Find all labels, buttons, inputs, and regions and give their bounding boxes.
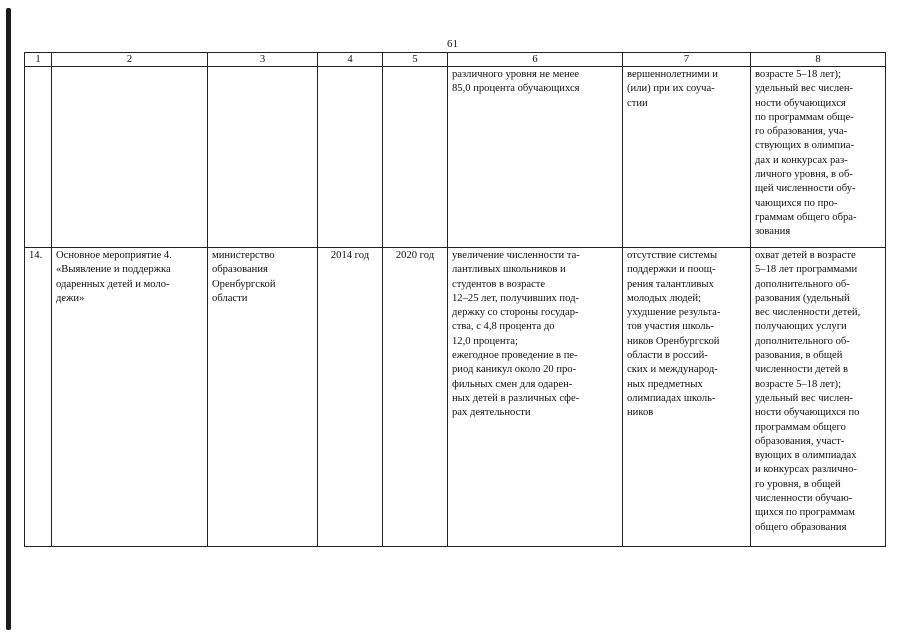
cell-executor [208, 67, 318, 248]
cell-expected-result [448, 248, 623, 547]
line: щихся по программам [755, 507, 856, 519]
cell-indicators [751, 67, 886, 248]
line: зования [755, 226, 791, 238]
line: щей численности обу- [755, 183, 856, 195]
cell-measure [52, 67, 208, 248]
line: вес численности детей, [755, 307, 861, 319]
header-col-2: 2 [52, 53, 208, 67]
line: образования, участ- [755, 435, 845, 447]
line: удельный вес числен- [755, 392, 854, 404]
line: рах деятельности [452, 407, 531, 419]
line: вующих в олимпиадах [755, 450, 857, 462]
line: «Выявление и поддержка [56, 264, 171, 276]
line: ных предметных [627, 378, 703, 390]
cell-executor [208, 248, 318, 547]
line: го уровня, в общей [755, 478, 841, 490]
line: программам общего [755, 421, 846, 433]
line: го образования, уча- [755, 126, 848, 138]
line: 85,0 процента обучающихся [452, 83, 580, 95]
header-col-1: 1 [25, 53, 52, 67]
line: области в россий- [627, 350, 708, 362]
line: вершеннолетними и [627, 69, 718, 80]
line: численности обучаю- [755, 493, 853, 505]
line: чающихся по про- [755, 197, 838, 209]
line: дополнительного об- [755, 335, 850, 347]
line: отсутствие системы [627, 250, 718, 261]
line: ства, с 4,8 процента до [452, 321, 555, 333]
line: ников [627, 407, 654, 419]
line: получающих услуги [755, 321, 847, 333]
line: лантливых школьников и [452, 264, 566, 276]
header-col-6: 6 [448, 53, 623, 67]
line: ности обучающихся [755, 97, 846, 109]
line: разования, в общей [755, 350, 843, 362]
line: ников Оренбургской [627, 335, 720, 347]
line: риод каникул около 20 про- [452, 364, 577, 376]
header-col-8: 8 [751, 53, 886, 67]
table-row-14 [25, 248, 886, 547]
cell-end-year: 2020 год [383, 248, 448, 547]
line: возрасте 5–18 лет); [755, 69, 842, 80]
line: ухудшение результа- [627, 307, 721, 319]
header-col-4: 4 [318, 53, 383, 67]
header-col-7: 7 [623, 53, 751, 67]
line: Основное мероприятие 4. [56, 250, 172, 261]
line: численности детей в [755, 364, 848, 376]
line: ности обучающихся по [755, 407, 860, 419]
cell-expected-result [448, 67, 623, 248]
line: 12–25 лет, получивших под- [452, 292, 580, 304]
line: молодых людей; [627, 292, 701, 304]
line: тов участия школь- [627, 321, 714, 333]
line: различного уровня не менее [452, 69, 580, 80]
line: увеличение численности та- [452, 250, 580, 261]
line: олимпиадах школь- [627, 392, 716, 404]
cell-number [25, 67, 52, 248]
line: (или) при их соуча- [627, 83, 715, 95]
line: дах и конкурсах раз- [755, 154, 848, 166]
line: 5–18 лет программами [755, 264, 858, 276]
cell-end-year [383, 67, 448, 248]
line: министерство [212, 250, 275, 261]
measures-table [24, 52, 886, 547]
line: по программам обще- [755, 111, 854, 123]
line: области [212, 292, 248, 304]
line: фильных смен для одарен- [452, 378, 573, 390]
line: дежи» [56, 292, 85, 304]
line: стии [627, 97, 648, 109]
line: возрасте 5–18 лет); [755, 378, 842, 390]
line: держку со стороны государ- [452, 307, 579, 319]
line: разования (удельный [755, 292, 850, 304]
scan-edge-bar [6, 8, 11, 630]
line: ных детей в различных сфе- [452, 392, 580, 404]
cell-indicators [751, 248, 886, 547]
line: одаренных детей и моло- [56, 278, 170, 290]
cell-measure [52, 248, 208, 547]
line: ских и международ- [627, 364, 718, 376]
line: поддержки и поощ- [627, 264, 716, 276]
line: личного уровня, в об- [755, 169, 853, 181]
line: рения талантливых [627, 278, 714, 290]
line: 12,0 процента; [452, 335, 518, 347]
line: удельный вес числен- [755, 83, 854, 95]
cell-start-year: 2014 год [318, 248, 383, 547]
line: дополнительного об- [755, 278, 850, 290]
line: образования [212, 264, 268, 276]
page-number: 61 [447, 38, 458, 50]
line: ствующих в олимпиа- [755, 140, 854, 152]
header-row [25, 53, 886, 67]
cell-consequences [623, 67, 751, 248]
header-col-5: 5 [383, 53, 448, 67]
line: общего образования [755, 521, 847, 533]
line: охват детей в возрасте [755, 250, 856, 261]
line: и конкурсах различно- [755, 464, 857, 476]
cell-consequences [623, 248, 751, 547]
line: студентов в возрасте [452, 278, 546, 290]
line: граммам общего обра- [755, 211, 857, 223]
cell-start-year [318, 67, 383, 248]
table-row-continuation [25, 67, 886, 248]
cell-number: 14. [25, 248, 52, 547]
line: ежегодное проведение в пе- [452, 350, 578, 362]
line: Оренбургской [212, 278, 276, 290]
header-col-3: 3 [208, 53, 318, 67]
